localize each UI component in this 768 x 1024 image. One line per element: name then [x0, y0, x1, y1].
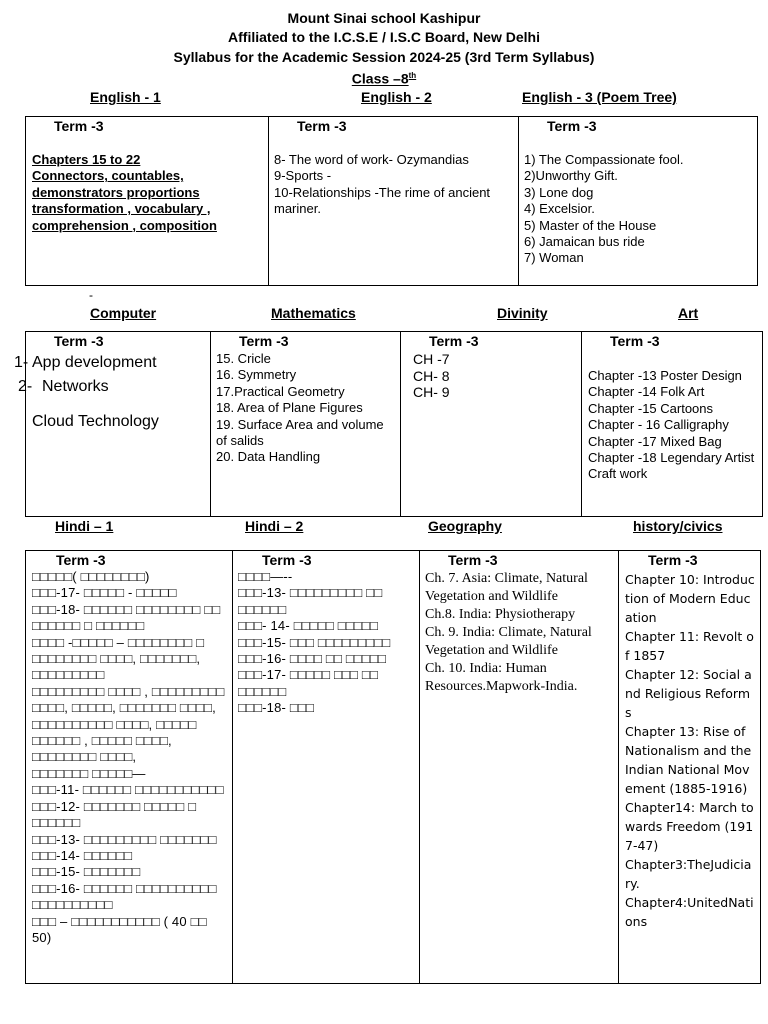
term-label: Term -3	[54, 333, 104, 349]
history-civics-cell	[619, 551, 760, 983]
mathematics-cell	[211, 332, 400, 516]
geography-content: Ch. 7. Asia: Climate, Natural Vegetation and Wildlife Ch.8. India: Physiotherapy Ch. 9. India: Climate, Natural Vegetation and Wildlife Ch. 10. India: Human Resources.Mapwork-India.	[425, 571, 592, 694]
term-label: Term -3	[648, 552, 698, 568]
hindi-1-content: □□□□□( □□□□□□□□) □□□-17- □□□□□ - □□□□□ □□□-18- □□□□□□ □□□□□□□□ □□ □□□□□□ □ □□□□□□ □□□□ -□□□□□ – □□□□□□□□ □ □□□□□□□□ □□□□, □□□□□□□, □□□□□□□□□ □□□□□□□□□ □□□□ , □□□□□□□□□ □□□□, □□□□□, □□□□□□□ □□□□, □□□□□□□□□□ □□□□, □□□□□ □□□□□□ , □□□□□ □□□□, □□□□□□□□ □□□□, □□□□□□□ □□□□□— □□□-11- □□□□□□ □□□□□□□□□□□ □□□-12- □□□□□□□ □□□□□ □ □□□□□□ □□□-13- □□□□□□□□□ □□□□□□□ □□□-14- □□□□□□ □□□-15- □□□□□□□ □□□-16- □□□□□□ □□□□□□□□□□ □□□□□□□□□□ □□□ – □□□□□□□□□□□ ( 40 □□ 50)	[32, 569, 225, 945]
term-label: Term -3	[262, 552, 312, 568]
history-civics-content: Chapter 10: Introduction of Modern Education Chapter 11: Revolt of 1857 Chapter 12: Social and Religious Reforms Chapter 13: Rise of Nationalism and the Indian National Movement (1885-1916) Chapter14: March towards Freedom (1917-47) Chapter3:TheJudiciary. Chapter4:UnitedNations	[625, 572, 755, 929]
header-english-1: English - 1	[90, 89, 161, 105]
art-cell	[582, 332, 762, 516]
english-2-cell	[269, 117, 518, 285]
affiliation-line: Affiliated to the I.C.S.E / I.S.C Board, New Delhi	[228, 29, 540, 45]
header-art: Art	[678, 305, 699, 321]
term-label: Term -3	[448, 552, 498, 568]
term-label: Term -3	[547, 118, 597, 134]
term-label: Term -3	[610, 333, 660, 349]
hindi-2-cell	[233, 551, 419, 983]
hindi-1-cell	[26, 551, 232, 983]
syllabus-title: Syllabus for the Academic Session 2024-25 (3rd Term Syllabus)	[173, 49, 595, 65]
term-label: Term -3	[297, 118, 347, 134]
computer-item-label: App development	[32, 354, 157, 371]
term-label: Term -3	[54, 118, 104, 134]
header-geography: Geography	[428, 518, 502, 534]
header-english-2: English - 2	[361, 89, 432, 105]
languages-table	[25, 550, 761, 984]
art-content: Chapter -13 Poster Design Chapter -14 Folk Art Chapter -15 Cartoons Chapter - 16 Calligraphy Chapter -17 Mixed Bag Chapter -18 Legendary Artist Craft work	[588, 368, 755, 482]
english-1-content: Chapters 15 to 22 Connectors, countables, demonstrators proportions transformation , vocabulary , comprehension , composition	[32, 152, 217, 233]
header-hindi-2: Hindi – 2	[245, 518, 304, 534]
english-3-content: 1) The Compassionate fool. 2)Unworthy Gift. 3) Lone dog 4) Excelsior. 5) Master of the House 6) Jamaican bus ride 7) Woman	[524, 152, 684, 266]
school-name: Mount Sinai school Kashipur	[287, 10, 481, 26]
divinity-cell	[401, 332, 581, 516]
term-label: Term -3	[429, 333, 479, 349]
computer-item	[18, 375, 109, 399]
computer-item	[32, 410, 159, 434]
geography-cell	[420, 551, 618, 983]
class-title	[0, 66, 768, 89]
header-mathematics: Mathematics	[271, 305, 356, 321]
mathematics-content: 15. Cricle 16. Symmetry 17.Practical Geometry 18. Area of Plane Figures 19. Surface Area and volume of salids 20. Data Handling	[216, 351, 384, 465]
term-label: Term -3	[239, 333, 289, 349]
english-1-cell	[26, 117, 268, 285]
term-label: Term -3	[56, 552, 106, 568]
header-divinity: Divinity	[497, 305, 548, 321]
header-computer: Computer	[90, 305, 157, 321]
english-table	[25, 116, 758, 286]
class-sup: th	[408, 71, 417, 80]
divinity-content: CH -7 CH- 8 CH- 9	[413, 351, 450, 400]
english-2-content: 8- The word of work- Ozymandias 9-Sports - 10-Relationships -The rime of ancient mariner.	[274, 152, 491, 217]
list-number: 1-	[14, 354, 29, 371]
english-3-cell	[519, 117, 757, 285]
header-hindi-1: Hindi – 1	[55, 518, 114, 534]
list-number: 2-	[18, 378, 33, 395]
header-history-civics: history/civics	[633, 518, 723, 534]
header-english-3: English - 3 (Poem Tree)	[522, 89, 677, 105]
hindi-2-content: □□□□—-- □□□-13- □□□□□□□□□ □□ □□□□□□ □□□- 14- □□□□□ □□□□□ □□□-15- □□□ □□□□□□□□□ □□□-16- □□□□ □□ □□□□□ □□□-17- □□□□□ □□□ □□ □□□□□□ □□□-18- □□□	[238, 569, 391, 716]
stray-dash: -	[89, 288, 93, 302]
computer-item	[14, 351, 157, 375]
class-text: Class –8	[351, 70, 409, 87]
computer-item-label: Cloud Technology	[32, 413, 159, 430]
computer-item-label: Networks	[42, 378, 109, 395]
